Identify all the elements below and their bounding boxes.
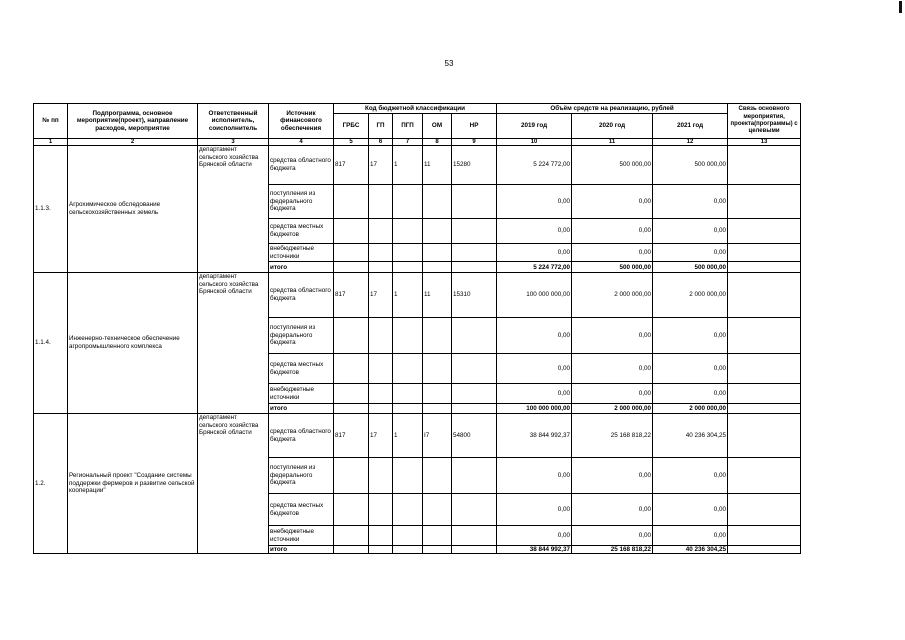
code-empty <box>369 318 393 354</box>
table-row <box>34 146 801 185</box>
code-om: 11 <box>423 146 452 185</box>
column-number: 3 <box>198 139 269 146</box>
code-nr: 15280 <box>452 146 497 185</box>
responsible: департамент сельского хозяйства Брянской области <box>198 414 269 554</box>
header-code-grbs: ГРБС <box>334 114 369 139</box>
item-name: Агрохимическое обследование сельскохозяйственных земель <box>68 146 198 273</box>
code-empty <box>452 219 497 244</box>
funding-source: средства областного бюджета <box>269 414 334 458</box>
value-2019: 0,00 <box>497 526 572 546</box>
value-2020: 0,00 <box>572 458 653 494</box>
total-2020: 2 000 000,00 <box>572 404 653 414</box>
value-2020: 0,00 <box>572 185 653 219</box>
column-number: 9 <box>452 139 497 146</box>
code-empty <box>452 458 497 494</box>
total-2021: 2 000 000,00 <box>653 404 728 414</box>
link-cell <box>728 318 801 354</box>
value-2019: 38 844 992,37 <box>497 414 572 458</box>
total-2021: 500 000,00 <box>653 262 728 273</box>
value-2019: 0,00 <box>497 219 572 244</box>
link-cell <box>728 273 801 318</box>
value-2019: 0,00 <box>497 494 572 526</box>
code-empty <box>423 354 452 384</box>
code-empty <box>369 526 393 546</box>
code-empty <box>393 354 423 384</box>
code-empty <box>423 546 452 554</box>
code-empty <box>369 244 393 262</box>
code-empty <box>423 404 452 414</box>
value-2020: 0,00 <box>572 526 653 546</box>
code-om: 11 <box>423 273 452 318</box>
code-empty <box>393 384 423 404</box>
item-number: 1.2. <box>34 414 68 554</box>
code-empty <box>393 458 423 494</box>
code-om: I7 <box>423 414 452 458</box>
table-row <box>34 414 801 458</box>
responsible: департамент сельского хозяйства Брянской области <box>198 273 269 414</box>
column-number: 4 <box>269 139 334 146</box>
code-empty <box>334 526 369 546</box>
code-grbs: 817 <box>334 414 369 458</box>
link-cell <box>728 384 801 404</box>
link-cell <box>728 354 801 384</box>
value-2019: 0,00 <box>497 185 572 219</box>
value-2019: 0,00 <box>497 244 572 262</box>
header-program: Подпрограмма, основное мероприятие(проект), направление расходов, мероприятие <box>68 104 198 139</box>
value-2020: 0,00 <box>572 244 653 262</box>
item-number: 1.1.3. <box>34 146 68 273</box>
header-year-2021: 2021 год <box>653 114 728 139</box>
link-cell <box>728 546 801 554</box>
value-2020: 0,00 <box>572 354 653 384</box>
header-source: Источник финансового обеспечения <box>269 104 334 139</box>
value-2019: 100 000 000,00 <box>497 273 572 318</box>
page-number: 53 <box>444 59 454 68</box>
value-2019: 5 224 772,00 <box>497 146 572 185</box>
column-number: 10 <box>497 139 572 146</box>
code-gp: 17 <box>369 273 393 318</box>
value-2021: 0,00 <box>653 185 728 219</box>
value-2021: 2 000 000,00 <box>653 273 728 318</box>
code-empty <box>423 526 452 546</box>
header-code-nr: НР <box>452 114 497 139</box>
value-2021: 0,00 <box>653 244 728 262</box>
code-empty <box>334 244 369 262</box>
link-cell <box>728 262 801 273</box>
item-number: 1.1.4. <box>34 273 68 414</box>
funding-source: средства местных бюджетов <box>269 219 334 244</box>
header-budget-code-group: Код бюджетной классификации <box>334 104 497 114</box>
link-cell <box>728 404 801 414</box>
code-empty <box>334 354 369 384</box>
value-2020: 2 000 000,00 <box>572 273 653 318</box>
total-2020: 25 168 818,22 <box>572 546 653 554</box>
column-number: 11 <box>572 139 653 146</box>
code-empty <box>452 404 497 414</box>
total-2019: 38 844 992,37 <box>497 546 572 554</box>
total-2019: 100 000 000,00 <box>497 404 572 414</box>
code-empty <box>393 185 423 219</box>
column-number: 5 <box>334 139 369 146</box>
value-2021: 40 236 304,25 <box>653 414 728 458</box>
value-2020: 0,00 <box>572 219 653 244</box>
code-empty <box>393 219 423 244</box>
code-pgp: 1 <box>393 273 423 318</box>
link-cell <box>728 494 801 526</box>
code-empty <box>423 384 452 404</box>
code-empty <box>334 546 369 554</box>
code-empty <box>452 494 497 526</box>
total-2019: 5 224 772,00 <box>497 262 572 273</box>
code-empty <box>334 384 369 404</box>
header-number: № пп <box>34 104 68 139</box>
code-empty <box>423 185 452 219</box>
code-empty <box>423 318 452 354</box>
total-2021: 40 236 304,25 <box>653 546 728 554</box>
funding-source: средства местных бюджетов <box>269 494 334 526</box>
code-empty <box>452 262 497 273</box>
code-empty <box>423 262 452 273</box>
budget-table <box>33 103 801 554</box>
code-empty <box>334 318 369 354</box>
value-2020: 0,00 <box>572 318 653 354</box>
code-empty <box>423 458 452 494</box>
code-empty <box>452 546 497 554</box>
value-2021: 0,00 <box>653 526 728 546</box>
code-empty <box>369 546 393 554</box>
code-pgp: 1 <box>393 146 423 185</box>
header-year-2020: 2020 год <box>572 114 653 139</box>
code-empty <box>369 404 393 414</box>
code-empty <box>334 494 369 526</box>
column-number: 12 <box>653 139 728 146</box>
code-empty <box>393 244 423 262</box>
value-2021: 0,00 <box>653 458 728 494</box>
code-empty <box>334 458 369 494</box>
header-code-pgp: ПГП <box>393 114 423 139</box>
funding-source: внебюджетные источники <box>269 244 334 262</box>
funding-source-total: итого <box>269 262 334 273</box>
code-gp: 17 <box>369 146 393 185</box>
code-empty <box>369 458 393 494</box>
funding-source: поступления из федерального бюджета <box>269 458 334 494</box>
code-empty <box>393 546 423 554</box>
code-gp: 17 <box>369 414 393 458</box>
header-code-om: ОМ <box>423 114 452 139</box>
value-2021: 0,00 <box>653 384 728 404</box>
column-number: 7 <box>393 139 423 146</box>
scan-mark <box>899 1 902 13</box>
code-grbs: 817 <box>334 273 369 318</box>
value-2019: 0,00 <box>497 384 572 404</box>
value-2020: 0,00 <box>572 384 653 404</box>
funding-source-total: итого <box>269 546 334 554</box>
link-cell <box>728 185 801 219</box>
funding-source: средства областного бюджета <box>269 146 334 185</box>
link-cell <box>728 146 801 185</box>
code-empty <box>452 244 497 262</box>
code-empty <box>369 262 393 273</box>
link-cell <box>728 458 801 494</box>
value-2021: 0,00 <box>653 494 728 526</box>
value-2020: 500 000,00 <box>572 146 653 185</box>
value-2019: 0,00 <box>497 458 572 494</box>
column-number: 13 <box>728 139 801 146</box>
code-empty <box>423 494 452 526</box>
column-number: 6 <box>369 139 393 146</box>
responsible: департамент сельского хозяйства Брянской области <box>198 146 269 273</box>
funding-source: внебюджетные источники <box>269 526 334 546</box>
header-link: Связь основного мероприятия, проекта(программы) с целевыми <box>728 104 801 139</box>
funding-source: внебюджетные источники <box>269 384 334 404</box>
code-empty <box>452 354 497 384</box>
funding-source-total: итого <box>269 404 334 414</box>
code-nr: 54800 <box>452 414 497 458</box>
value-2021: 0,00 <box>653 354 728 384</box>
table-row <box>34 273 801 318</box>
value-2021: 0,00 <box>653 318 728 354</box>
value-2020: 25 168 818,22 <box>572 414 653 458</box>
code-empty <box>423 219 452 244</box>
header-funding-group: Объём средств на реализацию, рублей <box>497 104 728 114</box>
code-empty <box>452 185 497 219</box>
link-cell <box>728 244 801 262</box>
value-2019: 0,00 <box>497 318 572 354</box>
code-pgp: 1 <box>393 414 423 458</box>
code-empty <box>369 494 393 526</box>
code-empty <box>393 262 423 273</box>
code-empty <box>334 404 369 414</box>
header-year-2019: 2019 год <box>497 114 572 139</box>
total-2020: 500 000,00 <box>572 262 653 273</box>
code-empty <box>369 219 393 244</box>
funding-source: поступления из федерального бюджета <box>269 318 334 354</box>
funding-source: средства областного бюджета <box>269 273 334 318</box>
code-empty <box>369 384 393 404</box>
value-2020: 0,00 <box>572 494 653 526</box>
header-responsible: Ответственный исполнитель, соисполнитель <box>198 104 269 139</box>
code-empty <box>452 384 497 404</box>
column-number: 2 <box>68 139 198 146</box>
link-cell <box>728 219 801 244</box>
code-empty <box>393 404 423 414</box>
code-empty <box>334 219 369 244</box>
code-empty <box>393 494 423 526</box>
code-grbs: 817 <box>334 146 369 185</box>
column-number: 1 <box>34 139 68 146</box>
code-empty <box>334 262 369 273</box>
funding-source: поступления из федерального бюджета <box>269 185 334 219</box>
value-2021: 0,00 <box>653 219 728 244</box>
code-empty <box>393 318 423 354</box>
code-empty <box>369 354 393 384</box>
code-nr: 15310 <box>452 273 497 318</box>
value-2019: 0,00 <box>497 354 572 384</box>
value-2021: 500 000,00 <box>653 146 728 185</box>
item-name: Инженерно-техническое обеспечение агропромышленного комплекса <box>68 273 198 414</box>
funding-source: средства местных бюджетов <box>269 354 334 384</box>
code-empty <box>452 318 497 354</box>
link-cell <box>728 414 801 458</box>
item-name: Региональный проект "Создание системы поддержки фермеров и развитие сельской кооперации" <box>68 414 198 554</box>
code-empty <box>369 185 393 219</box>
header-code-gp: ГП <box>369 114 393 139</box>
code-empty <box>452 526 497 546</box>
link-cell <box>728 526 801 546</box>
column-number: 8 <box>423 139 452 146</box>
code-empty <box>423 244 452 262</box>
code-empty <box>393 526 423 546</box>
code-empty <box>334 185 369 219</box>
